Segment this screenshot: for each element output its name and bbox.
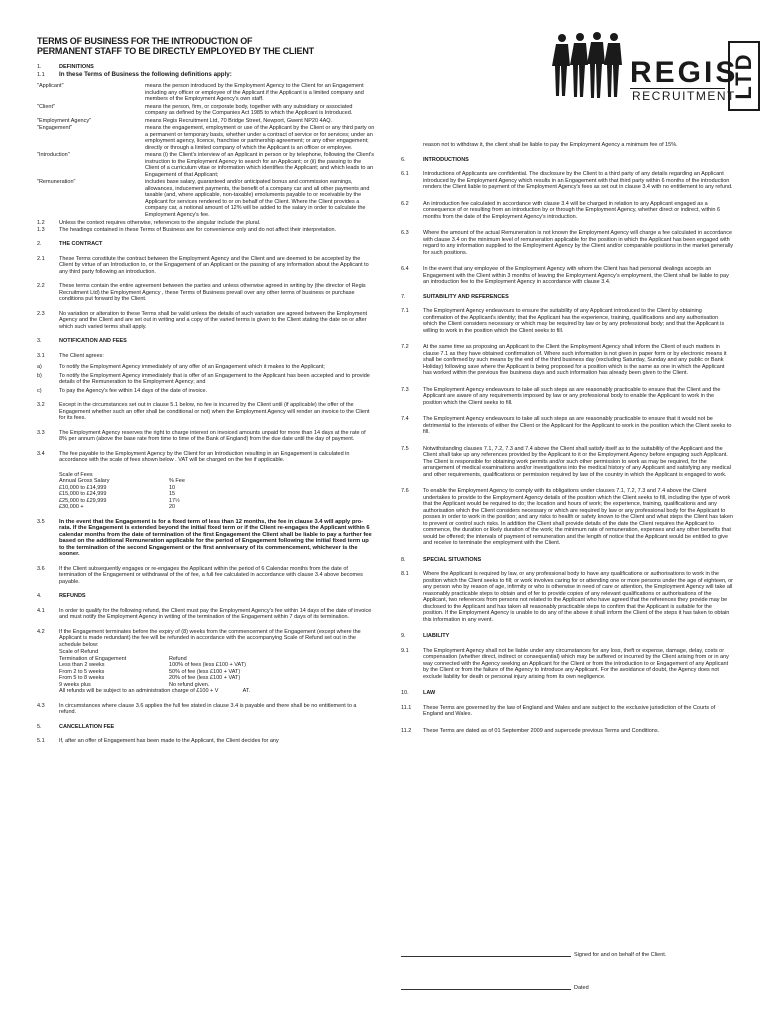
fees-salary: £30,000 +: [59, 504, 84, 510]
section-10-heading: [401, 690, 733, 697]
fees-col-salary: Annual Gross Salary: [59, 478, 110, 484]
fees-salary: £10,000 to £14,999: [59, 484, 107, 491]
clause-3-1-c: [37, 388, 375, 395]
clause-text: These Terms are governed by the law of England and Wales and are subject to the exclusive jurisdiction of the Courts of England and Wales.: [423, 704, 716, 717]
clause-text: In order to qualify for the following refund, the Client must pay the Employment Agency's fee within 14 days of the date of invoice and must notify the Employment Agency in writing of the termination of the Engagement within 7 days of its termination.: [59, 607, 372, 620]
clause-7-1: [401, 308, 733, 334]
clause-number: 1.2: [37, 220, 45, 226]
clause-text: The Employment Agency endeavours to take all such steps as are reasonably practicable to ensure that it would not be detrimental to the interests of either the Client or the Applicant for the Applicant to work in the position which the Client seeks to fill.: [423, 416, 732, 435]
clause-text: Unless the context requires otherwise, references to the singular include the plural.: [59, 220, 261, 226]
section-number: 10.: [401, 690, 409, 696]
definition-introduction: [37, 152, 375, 178]
clause-text: In the event that any employee of the Employment Agency with whom the Client has had personal dealings accepts an Engagement with the Client within 3 months of leaving the Employment Agency's employment, the Client shall be liable to pay an introduction fee to the Employment Agency in accordance with clause 3.4.: [423, 266, 729, 285]
clause-1-1: [37, 72, 375, 79]
clause-text: If, after an offer of Engagement has been made to the Applicant, the Client decides for any: [59, 738, 279, 744]
clause-number: 8.1: [401, 571, 409, 577]
clause-number: 3.4: [37, 450, 45, 457]
section-title: LIABILITY: [423, 633, 450, 639]
clause-6-2: [401, 201, 733, 221]
definition-term: "Employment Agency": [37, 117, 92, 124]
definition-term: "Engagement": [37, 125, 73, 131]
clause-number: 7.2: [401, 344, 409, 350]
definition-text: means the person introduced by the Employment Agency to the Client for an Engagement including any officer or employee of the Applicant if the Applicant is a limited company and members of the Employment Agency's own staff.: [145, 83, 364, 102]
clause-7-5: [401, 446, 733, 479]
fees-title: Scale of Fees: [59, 471, 93, 478]
definition-employment-agency: [37, 118, 375, 125]
clause-number: 6.3: [401, 230, 409, 236]
section-title: CANCELLATION FEE: [59, 723, 115, 730]
refund-note: All refunds will be subject to an administration charge of £100 + V AT.: [59, 688, 251, 694]
clause-number: 6.4: [401, 266, 409, 272]
section-number: 3.: [37, 338, 42, 344]
refund-col-refund: Refund: [169, 655, 187, 662]
clause-text: The Employment Agency endeavours to take all such steps as are reasonably practicable to ensure that the Client and the Applicant are aware of any requirements imposed by law or any professional body to enable the Applicant to work in the position which the Client seeks to fill.: [423, 386, 721, 406]
clause-7-2: [401, 344, 733, 377]
fees-col-percent: % Fee: [169, 478, 185, 484]
clause-number: 1.1: [37, 71, 45, 78]
definition-remuneration: [37, 179, 375, 218]
item-text: To pay the Agency's fee within 14 days of the date of invoice.: [59, 387, 208, 394]
clause-1-3: [37, 227, 375, 234]
definition-text: means the person, firm, or corporate body, together with any subsidiary or associated company as defined by the Companies Act 1985 to which the Applicant is Introduced.: [145, 103, 353, 116]
clause-number: 2.3: [37, 310, 45, 317]
clause-text: Where the Applicant is required by law, or any professional body to have any qualifications or authorisations to work in the position which the Client seeks to fill; or work involves caring for or attending one or more persons under the age of eighteen, or any person who by reason of age, infirmity or who is otherwise in need of care or attention, the Employment Agency will take all reasonably practicable steps to obtain and of fer to provide copies of any relevant qualifications or authorisations of the Applicant, two references from persons not related to the Applicant who have agreed that the references they provide may be disclosed to the Applicant and has taken all reasonably practicable steps to confirm that the Applicant is suitable for the position. If the Employment Agency is unable to do any of the above it shall inform the Client of the steps it has taken to obtain this information in any event.: [423, 571, 734, 623]
clause-number-blank: [401, 142, 423, 149]
fees-salary: £15,000 to £24,999: [59, 491, 107, 497]
clause-number: 9.1: [401, 647, 409, 654]
clause-text: These terms contain the entire agreement between the parties and unless otherwise agreed in writing by (the director of Regis Recruitment Ltd) the Employment Agency , these Terms of Business prevail over any other terms of business or purchase conditions put forward by the Client.: [59, 283, 366, 302]
clause-text: The Employment Agency endeavours to ensure the suitability of any Applicant introduced to the Client by obtaining confirmation of the Applicant's identity; that the Applicant has the experience, training, qualifications and any authorisation which the Client considers necessary or which may be required by law or by any professional body; and that the Applicant is willing to work in the position which the Client seeks to fill.: [423, 308, 725, 334]
clause-text: In these Terms of Business the following definitions apply:: [59, 70, 232, 78]
section-title: LAW: [423, 690, 436, 696]
clause-text: Notwithstanding clauses 7.1, 7.2, 7.3 and 7.4 above the Client shall satisfy itself as to the suitability of the Applicant and the Client shall take up any references provided by the Applicant to it or the Employment Agency before engaging such Applicant. The Client is responsible for obtaining work permits and/or such other permission to work as may be required, for the arrangement of medical examinations and/or investigations into the medical history of any Applicant and satisfying any medical and other requirements, qualifications or permission required by law of the country in which the Applicant is engaged to work.: [423, 445, 731, 478]
refund-period: From 5 to 8 weeks: [59, 675, 105, 681]
clause-text: These Terms are dated as of 01 September 2009 and supercede previous Terms and Conditions.: [423, 727, 660, 734]
section-5-heading: [37, 724, 375, 731]
scale-of-refund: [59, 649, 375, 695]
fees-row: [59, 504, 375, 511]
clause-number: 4.3: [37, 702, 45, 709]
section-number: 8.: [401, 556, 406, 563]
refund-amount: 20% of fee (less £100 + VAT): [169, 675, 241, 681]
scale-of-fees: [59, 472, 375, 511]
section-title: INTRODUCTIONS: [423, 156, 469, 163]
item-letter: a): [37, 364, 42, 370]
title-line-2: PERMANENT STAFF TO BE DIRECTLY EMPLOYED BY THE CLIENT: [37, 46, 314, 56]
section-title: REFUNDS: [59, 593, 86, 599]
refund-title: Scale of Refund: [59, 649, 99, 655]
section-number: 6.: [401, 156, 406, 163]
clause-text: An introduction fee calculated in accordance with clause 3.4 will be charged in relation to any Applicant engaged as a consequence of or resulting from an introduction by or through the Employment Agency, whether direct or indirect, within 6 months from the date of the Employment Agency's introduction.: [423, 200, 721, 220]
regis-logo: [552, 26, 762, 112]
clause-number: 6.1: [401, 171, 409, 177]
left-column: [37, 36, 375, 745]
definition-engagement: [37, 125, 375, 151]
clause-7-6: [401, 488, 733, 547]
section-title: THE CONTRACT: [59, 241, 103, 247]
section-8-heading: [401, 557, 733, 564]
definition-term: "Client": [37, 103, 55, 110]
clause-number: 4.1: [37, 607, 45, 614]
fees-percent: 20: [169, 504, 176, 510]
section-9-heading: [401, 633, 733, 640]
clause-text: The headings contained in these Terms of Business are for convenience only and do not affect their interpretation.: [59, 226, 337, 233]
clause-text: If the Engagement terminates before the expiry of (8) weeks from the commencement of the Engagement (except where the Applicant is made redundant) the fee will be refunded in accordance with the accompanying Scale of Refund set out in the schedule below:: [59, 628, 361, 648]
refund-period: From 2 to 5 weeks: [59, 668, 105, 675]
clause-number: 7.3: [401, 386, 409, 393]
clause-number: 4.2: [37, 628, 45, 635]
clause-3-2: [37, 402, 375, 422]
section-title: SPECIAL SITUATIONS: [423, 556, 482, 563]
title-line-1: TERMS OF BUSINESS FOR THE INTRODUCTION OF: [37, 36, 253, 46]
clause-number: 7.5: [401, 445, 409, 452]
definition-client: [37, 104, 375, 117]
item-text: To notify the Employment Agency immediately of any offer of an Engagement which it makes to the Applicant;: [59, 364, 325, 370]
section-6-heading: [401, 157, 733, 164]
logo-ltd: LTD: [731, 52, 756, 100]
fees-percent: 10: [169, 484, 176, 491]
clause-3-1: [37, 353, 375, 360]
clause-5-1-continued: [401, 142, 733, 149]
clause-9-1: [401, 648, 733, 681]
refund-amount: 50% of fee (less £100 + VAT): [169, 668, 241, 675]
clause-number: 1.3: [37, 226, 45, 233]
clause-2-3: [37, 311, 375, 331]
clause-number: 7.6: [401, 488, 409, 494]
clause-number: 3.2: [37, 402, 45, 408]
section-7-heading: [401, 294, 733, 301]
clause-2-1: [37, 256, 375, 276]
date-rule[interactable]: [401, 985, 571, 990]
clause-number: 3.1: [37, 352, 45, 359]
clause-6-3: [401, 230, 733, 256]
clause-number: 7.1: [401, 308, 409, 314]
signature-block: [401, 952, 733, 1017]
fees-percent: 15: [169, 491, 176, 497]
section-title: DEFINITIONS: [59, 64, 94, 70]
clause-11-2: [401, 728, 733, 735]
clause-number: 3.3: [37, 429, 45, 436]
definitions-list: [37, 83, 375, 218]
item-text: To notify the Employment Agency immediately that is offer of an Engagement to the Applicant has been accepted and to provide details of the Remuneration to the Employment Agency; and: [59, 372, 370, 385]
date-line[interactable]: [401, 985, 733, 992]
signature-line[interactable]: [401, 952, 733, 959]
clause-7-4: [401, 416, 733, 436]
clause-text: No variation or alteration to these Terms shall be valid unless the details of such variation are agreed between the Employment Agency and the Client and are set out in writing and a copy of the varied terms is given to the Client stating the date on or after which such varied terms shall apply.: [59, 310, 368, 330]
logo-ltd-box: [728, 41, 760, 111]
section-3-heading: [37, 338, 375, 345]
clause-text: At the same time as proposing an Applicant to the Client the Employment Agency shall inform the Client of such matters in clause 7.1 as they have obtained confirmation of. Where such information is not given in paper form or by electronic means it shall be confirmed by such means by the end of the third business day (excluding Saturday, Sunday and any public or Bank Holiday) following save where the Applicant is being proposed for a position which is the same as one in which the Applicant has worked within the previous five business days and such information has already been given to the Client.: [423, 344, 727, 376]
clause-text: The Client agrees:: [59, 352, 104, 359]
clause-3-3: [37, 430, 375, 443]
clause-3-1-b: [37, 373, 375, 386]
clause-text: The fee payable to the Employment Agency by the Client for an Introduction resulting in an Engagement is calculated in accordance with the scale of fees shown below . VAT will be charged on the fee if applicable.: [59, 450, 350, 463]
clause-number: 2.2: [37, 283, 45, 289]
right-column: [401, 142, 733, 734]
clause-3-5: [37, 519, 375, 558]
clause-3-6: [37, 566, 375, 586]
signature-label: Signed for and on behalf of the Client.: [574, 952, 667, 958]
clause-7-3: [401, 387, 733, 407]
clause-11-1: [401, 705, 733, 718]
definition-term: "Remuneration": [37, 179, 76, 185]
refund-period: Less than 2 weeks: [59, 662, 105, 668]
clause-6-4: [401, 266, 733, 286]
section-number: 7.: [401, 293, 406, 300]
definition-text: means the engagement, employment or use of the Applicant by the Client or any third party on a permanent or temporary basis, whether under a contract of service or for services; under an employment agency, licence, franchise or partnership agreement; or any other engagement; directly or through a limited company of which the Applicant is an officer or employee.: [145, 125, 375, 151]
section-number: 5.: [37, 723, 42, 730]
clause-4-2: [37, 629, 375, 649]
clause-text: To enable the Employment Agency to comply with its obligations under clauses 7.1, 7.2, 7.3 and 7.4 above the Client undertakes to provide to the Employment Agency details of the position which the Client seeks to fill, including the type of work that the Applicant would be required to do; the location and hours of work; the experience, training, qualifications and any authorisation which the Client considers necessary or which are required by law or any professional body for the Applicant to posses in order to work in the position; and any risks to health or safety known to the Client and what steps the Client has taken to prevent or control such risks. In addition the Client shall provide details of the date the Client requires the Applicant to commence, the duration or likely duration of the work; the minimum rate of remuneration, expenses and any other benefits that would be offered; the intervals of payment of remuneration and the length of notice that the Applicant would be entitled to give and receive to terminate the employment with the Client.: [423, 488, 734, 546]
refund-period: 9 weeks plus: [59, 681, 91, 688]
clause-5-1: [37, 738, 375, 745]
clause-text: The Employment Agency shall not be liable under any circumstances for any loss, theft or expense, damage, delay, costs or compensation (whether direct, indirect or consequential) which may be suffered or incurred by the Client arising from or in any way connected with the Agency seeking an Applicant for the Client or from the introduction to or Engagement of any Applicant by the Client or from the failure of the Agency to introduce any Applicant. For the avoidance of doubt, the Agency does not exclude liability for death or personal injury arising from its own negligence.: [423, 647, 729, 680]
clause-text: Where the amount of the actual Remuneration is not known the Employment Agency will charge a fee calculated in accordance with clause 3.4 on the minimum level of remuneration applicable for the position in which the Applicant has been engaged with regard to any information supplied to the Employment Agency by the Client and/or comparable positions in the market generally for such positions.: [423, 230, 734, 256]
definition-term: "Applicant": [37, 83, 64, 89]
clause-text: Except in the circumstances set out in clause 5.1 below, no fee is incurred by the Client until (if applicable) the offer of the Engagement whether such an offer shall be conditional or not) when the Employment Agency will render an invoice to the Client for its fees.: [59, 402, 370, 421]
signature-rule[interactable]: [401, 952, 571, 957]
clause-6-1: [401, 171, 733, 191]
clause-text: The Employment Agency reserves the right to charge interest on invoiced amounts unpaid for more than 14 days at the rate of 8% per annum (above the base rate from time to time of the Bank of England) from the due date until the day of payment.: [59, 429, 366, 442]
clause-number: 2.1: [37, 255, 45, 262]
refund-amount: 100% of fees (less £100 + VAT): [169, 662, 246, 668]
silhouettes-icon: [552, 32, 632, 106]
logo-brand: REGIS: [630, 56, 739, 89]
fees-percent: 17½: [169, 497, 180, 504]
clause-4-3: [37, 703, 375, 716]
clause-3-1-a: [37, 364, 375, 371]
section-number: 2.: [37, 241, 42, 247]
clause-text: These Terms constitute the contract between the Employment Agency and the Client and are deemed to be accepted by the Client by virtue of an Introduction to, or the Engagement of an Applicant or the passing of any information about the Applicant to any third party following an introduction.: [59, 255, 369, 275]
definition-term: "Introduction": [37, 152, 70, 158]
definition-text: includes base salary, guaranteed and/or anticipated bonus and commission earnings, allowances, inducement payments, the benefit of a company car and all other payments and taxable (and, where applicable, non-taxable) emoluments payable to or receivable by the Applicant for services rendered to or on behalf of the Client. Where the Client provides a company car, a notional amount of 12% will be added to the salary in order to calculate the Employment Agency's fee.: [145, 179, 370, 218]
section-4-heading: [37, 593, 375, 600]
section-number: 1.: [37, 64, 42, 70]
clause-text: reason not to withdraw it, the client shall be liable to pay the Employment Agency a minimum fee of 15%.: [423, 142, 678, 148]
clause-3-4: [37, 451, 375, 464]
clause-number: 11.2: [401, 727, 412, 734]
definition-text: means Regis Recruitment Ltd, 70 Bridge Street, Newport, Gwent NP20 4AQ.: [145, 117, 333, 124]
section-number: 4.: [37, 593, 42, 599]
item-letter: b): [37, 372, 42, 379]
document-title: [37, 36, 375, 56]
definition-applicant: [37, 83, 375, 103]
clause-number: 11.1: [401, 704, 412, 711]
clause-text: In circumstances where clause 3.6 applies the full fee stated in clause 3.4 is payable and there shall be no entitlement to a refund.: [59, 702, 357, 715]
clause-number: 6.2: [401, 200, 409, 207]
clause-number: 3.5: [37, 518, 45, 525]
clause-2-2: [37, 283, 375, 303]
fees-salary: £25,000 to £29,999: [59, 497, 107, 504]
definition-text: means (i) the Client's interview of an Applicant in person or by telephone, following the Client's instruction to the Employment Agency to search for an Applicant; or (ii) the passing to the Client of a curriculum vitae or information which identifies the Applicant; and which leads to an Engagement of that Applicant;: [145, 152, 374, 178]
section-title: NOTIFICATION AND FEES: [59, 338, 127, 344]
section-number: 9.: [401, 633, 406, 639]
clause-text: Introductions of Applicants are confidential. The disclosure by the Client to a third party of any details regarding an Applicant introduced by the Employment Agency which results in an Engagement with that third party within 6 months of the introduction renders the Client liable to payment of the Employment Agency's fees as set out in clause 3.4 with no entitlement to any refund.: [423, 171, 733, 190]
section-1-heading: [37, 64, 375, 71]
logo-subtitle: RECRUITMENT: [632, 89, 736, 103]
refund-amount: No refund given.: [169, 681, 210, 688]
clause-text: If the Client subsequently engages or re-engages the Applicant within the period of 6 Calendar months from the date of termination of the Engagement or withdrawal of the of fee, a full fee calculated in accordance with clause 3.4 above becomes payable.: [59, 565, 363, 585]
clause-4-1: [37, 608, 375, 621]
clause-number: 3.6: [37, 565, 45, 572]
clause-text: In the event that the Engagement is for a fixed term of less than 12 months, the fee in clause 3.4 will apply pro-rata. If the Engagement is extended beyond the initial fixed term or if the Client re-engages the Applicant within 6 calendar months from the date of termination of the first Engagement the Client shall be liable to pay a further fee based on the additional Remuneration applicable for the period of Engagement following the initial fixed term up to the termination of the second Engagement or the first anniversary of its commencement, whichever is the sooner.: [59, 518, 372, 557]
item-letter: c): [37, 387, 42, 394]
section-title: SUITABILITY AND REFERENCES: [423, 293, 509, 300]
clause-number: 7.4: [401, 416, 409, 422]
clause-number: 5.1: [37, 738, 45, 744]
section-2-heading: [37, 241, 375, 248]
refund-col-termination: Termination of Engagement: [59, 655, 127, 662]
clause-8-1: [401, 571, 733, 623]
date-label: Dated: [574, 984, 589, 991]
